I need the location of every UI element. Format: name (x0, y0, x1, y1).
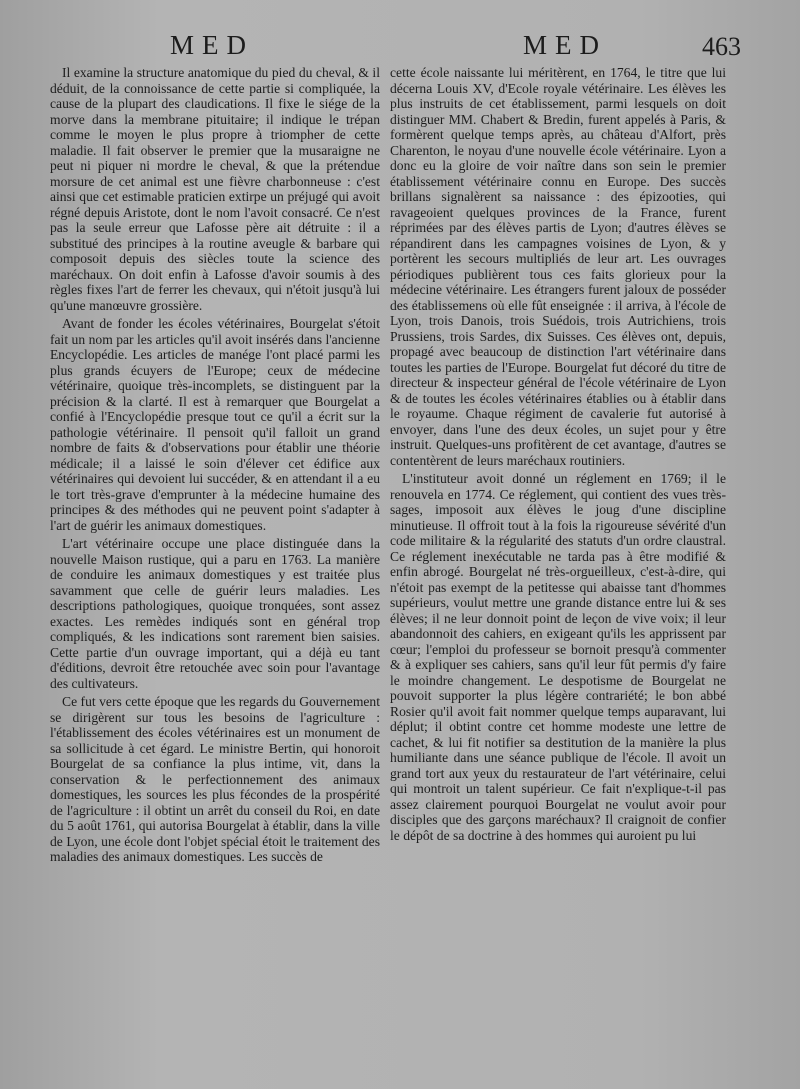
left-column (50, 65, 380, 868)
paragraph: Il examine la structure anatomique du pied du cheval, & il déduit, de la connoissance de cette partie si compliquée, la cause de la plupart des claudications. Il fixe le siége de la morve dans la membrane pituitaire; il indique le trépan comme le moyen le plus propre à triompher de cette maladie. Il fait observer le premier que la musaraigne ne peut ni piquer ni mordre le cheval, & que la prétendue morsure de cet animal est une fièvre charbonneuse : c'est ainsi que cet estimable praticien extirpe un préjugé qui avoit régné depuis Aristote, dont le nom l'avoit consacré. Ce n'est pas la seule erreur que Lafosse père ait détruite : il a substitué des principes à la routine aveugle & barbare qui composoit depuis des siècles toute la science des maréchaux. On doit enfin à Lafosse d'avoir soumis à des règles fixes l'art de ferrer les chevaux, qui n'étoit jusqu'à lui qu'une manœuvre grossière. (50, 65, 380, 313)
paragraph: cette école naissante lui méritèrent, en 1764, le titre que lui décerna Louis XV, d'Ecole royale vétérinaire. Les élèves les plus instruits de cet établissement, parmi lesquels on doit distinguer MM. Chabert & Bredin, furent appelés à Paris, & formèrent quelque temps après, au château d'Alfort, près Charenton, le noyau d'une nouvelle école vétérinaire. Lyon a donc eu la gloire de voir naître dans son sein le premier établissement vétérinaire connu en Europe. Des succès brillans signalèrent sa naissance : des épizooties, qui ravageoient quelques provinces de la France, furent réprimées par des élèves partis de Lyon; d'autres élèves se répandirent dans les campagnes voisines de Lyon, & y portèrent les secours multipliés de leur art. Les ouvrages périodiques publièrent tous ces faits glorieux pour la médecine vétérinaire. Les étrangers furent jaloux de posséder des établissemens où elle fût enseignée : il arriva, à l'école de Lyon, trois Danois, trois Suédois, trois Autrichiens, trois Prussiens, trois Sardes, dix Suisses. Ces élèves ont, depuis, propagé avec beaucoup de distinction l'art vétérinaire dans toutes les parties de l'Europe. Bourgelat fut décoré du titre de directeur & inspecteur général de l'école vétérinaire de Lyon & de toutes les écoles vétérinaires établies ou à établir dans le royaume. Chaque régiment de cavalerie fut autorisé à envoyer, dans l'une des deux écoles, un sujet pour y être instruit. Quelques-uns profitèrent de cet avantage, d'autres se contentèrent de leurs maréchaux routiniers. (390, 65, 726, 468)
right-column (390, 65, 726, 846)
paragraph: Ce fut vers cette époque que les regards du Gouvernement se dirigèrent sur tous les besoins de l'agriculture : l'établissement des écoles vétérinaires est un monument de sa sollicitude à cet égard. Le ministre Bertin, qui honoroit Bourgelat de sa confiance la plus intime, vit, dans la conservation & le perfectionnement des animaux domestiques, les sources les plus fécondes de la prospérité de l'agriculture : il obtint un arrêt du conseil du Roi, en date du 5 août 1761, qui autorisa Bourgelat à établir, dans la ville de Lyon, une école dont l'objet spécial étoit le traitement des maladies des animaux domestiques. Les succès de (50, 694, 380, 864)
page-number: 463 (702, 32, 741, 61)
paragraph: L'instituteur avoit donné un réglement en 1769; il le renouvela en 1774. Ce réglement, qui contient des vues très-sages, imposoit aux élèves le joug d'une discipline minutieuse. Il offroit tout à la fois la rigoureuse sévérité d'un code militaire & la régularité des statuts d'un ordre claustral. Ce réglement inexécutable ne tarda pas à être modifié & enfin abrogé. Bourgelat né très-orgueilleux, c'est-à-dire, qui n'étoit pas exempt de la petitesse qui abaisse tant d'hommes supérieurs, voulut mettre une grande distance entre lui & ses élèves; il ne leur donnoit point de leçon de vive voix; il leur abandonnoit des cahiers, en exigeant qu'ils les apprissent par cœur; l'emploi du professeur se bornoit presqu'à commenter & à expliquer ses cahiers, sans qu'il leur fût permis d'y faire le moindre changement. Le despotisme de Bourgelat ne pouvoit supporter la plus légère contrariété; le bon abbé Rosier qu'il avoit fait nommer quelque temps auparavant, lui déplut; il obtint contre cet homme modeste une lettre de cachet, & lui fit notifier sa destitution de la manière la plus humiliante dans une séance publique de l'école. Il avoit un grand tort aux yeux du restaurateur de l'art vétérinaire, celui qui montroit un talent supérieur. Ce fait n'explique-t-il pas assez clairement pourquoi Bourgelat ne voulut avoir pour disciples que des garçons maréchaux? Il craignoit de confier le dépôt de sa doctrine à des hommes qui auroient pu lui (390, 471, 726, 843)
running-title-right: MED (523, 30, 607, 60)
running-title-left: MED (170, 30, 254, 60)
running-header (0, 30, 800, 64)
paragraph: Avant de fonder les écoles vétérinaires, Bourgelat s'étoit fait un nom par les articles qu'il avoit insérés dans l'ancienne Encyclopédie. Les articles de manége l'ont placé parmi les plus grands écuyers de l'Europe; ceux de médecine vétérinaire, quoique très-incomplets, se distinguent par la précision & la clarté. Il est à remarquer que Bourgelat a confié à l'Encyclopédie presque tout ce qu'il a écrit sur la pathologie vétérinaire. Il pensoit qu'il falloit un grand nombre de faits & d'observations pour établir une théorie médicale; il a laissé le soin d'élever cet édifice aux vétérinaires qui devoient lui succéder, & en attendant il a eu le tort très-grave d'emprunter à la médecine humaine des principes & des méthodes qui ne peuvent point s'adapter à l'art de guérir les animaux domestiques. (50, 316, 380, 533)
paragraph: L'art vétérinaire occupe une place distinguée dans la nouvelle Maison rustique, qui a paru en 1763. La manière de conduire les animaux domestiques y est traitée plus savamment que celle de guérir leurs maladies. Les descriptions pathologiques, quoique tronquées, sont assez exactes. Les remèdes indiqués sont en général trop compliqués, & les indications sont rarement bien saisies. Cette partie d'un ouvrage important, qui a déjà eu tant d'éditions, devroit être retouchée avec soin pour l'avantage des cultivateurs. (50, 536, 380, 691)
